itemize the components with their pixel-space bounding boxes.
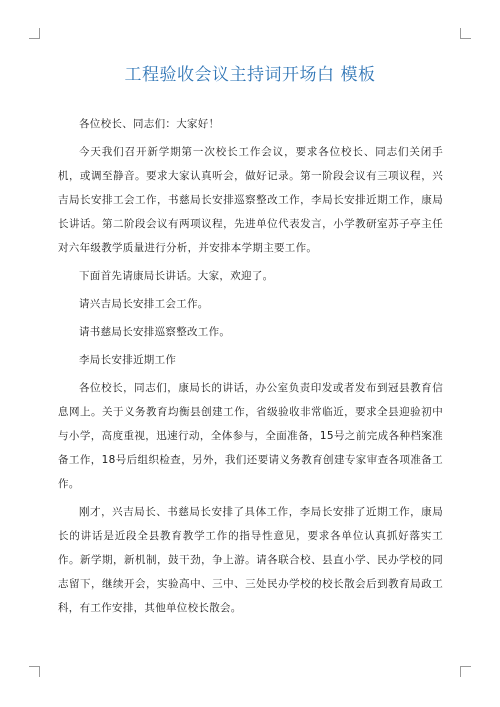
paragraph-greeting: 各位校长、同志们：大家好！ <box>79 118 220 130</box>
paragraph-agenda: 今天我们召开新学期第一次校长工作会议，要求各位校长、同志们关闭手机，或调至静音。要求大家认真听会，做好记录。第一阶段会议有三项议程，兴吉局长安排工会工作，书慈局长安排巡察整改工作，李局长安排近期工作，康局长讲话。第二阶段会议有两项议程，先进单位代表发言，小学教研室苏子亭主任对六年级教学质量进行分析，并安排本学期主要工作。 <box>58 146 443 254</box>
page-corner-mark-top-left <box>29 28 40 39</box>
document-body <box>58 112 443 624</box>
paragraph-li-heading: 李局长安排近期工作 <box>79 354 177 366</box>
document-title: 工程验收会议主持词开场白 模板 <box>124 65 376 85</box>
paragraph-invite-shuci: 请书慈局长安排巡察整改工作。 <box>79 326 231 338</box>
page-corner-mark-bottom-right <box>460 666 471 677</box>
paragraph-invite-xingji: 请兴吉局长安排工会工作。 <box>79 298 209 310</box>
paragraph-closing: 刚才，兴吉局长、书慈局长安排了具体工作，李局长安排了近期工作，康局长的讲话是近段全县教育教学工作的指导性意见，要求各单位认真抓好落实工作。新学期，新机制，鼓干劲，争上游。请各联合校、县直小学、民办学校的同志留下，继续开会，实验高中、三中、三处民办学校的校长散会后到教育局政工科，有工作安排，其他单位校长散会。 <box>58 506 443 614</box>
paragraph-li-work: 各位校长，同志们，康局长的讲话，办公室负责印发或者发布到冠县教育信息网上。关于义务教育均衡县创建工作，省级验收非常临近，要求全县迎验初中与小学，高度重视，迅速行动，全体参与，全面准备，15号之前完成各种档案准备工作，18号后组织检查，另外，我们还要请义务教育创建专家审查各项准备工作。 <box>58 382 443 490</box>
paragraph-invite-kang: 下面首先请康局长讲话。大家，欢迎了。 <box>79 270 274 282</box>
page-corner-mark-top-right <box>460 28 471 39</box>
page-corner-mark-bottom-left <box>29 666 40 677</box>
